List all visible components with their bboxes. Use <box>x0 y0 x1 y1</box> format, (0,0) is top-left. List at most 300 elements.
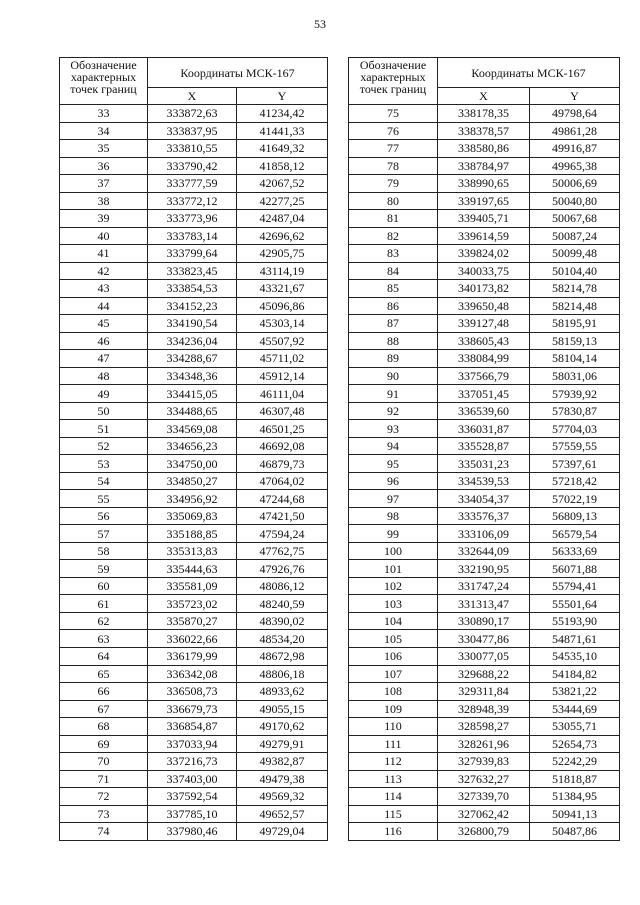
y-coordinate-cell: 48390,02 <box>237 612 328 630</box>
table-row <box>349 823 620 841</box>
point-number-cell: 63 <box>60 630 148 648</box>
y-coordinate-cell: 50941,13 <box>530 805 620 823</box>
x-coordinate-cell: 333783,14 <box>148 227 237 245</box>
table-row <box>60 367 328 385</box>
table-row <box>349 700 620 718</box>
page-number: 53 <box>314 17 326 31</box>
point-number-cell: 114 <box>349 788 438 806</box>
table-row <box>60 157 328 175</box>
point-number-cell: 116 <box>349 823 438 841</box>
y-coordinate-cell: 56579,54 <box>530 525 620 543</box>
point-number-cell: 61 <box>60 595 148 613</box>
point-number-cell: 42 <box>60 262 148 280</box>
table-row <box>60 788 328 806</box>
x-coordinate-cell: 338784,97 <box>438 157 530 175</box>
table-row <box>349 297 620 315</box>
x-coordinate-cell: 338605,43 <box>438 332 530 350</box>
x-coordinate-cell: 334054,37 <box>438 490 530 508</box>
coordinates-table-left <box>59 57 328 841</box>
point-number-cell: 102 <box>349 577 438 595</box>
y-coordinate-cell: 48933,62 <box>237 683 328 701</box>
x-coordinate-cell: 330890,17 <box>438 612 530 630</box>
x-coordinate-cell: 337980,46 <box>148 823 237 841</box>
x-coordinate-cell: 327939,83 <box>438 753 530 771</box>
table-row <box>60 315 328 333</box>
x-coordinate-cell: 334415,05 <box>148 385 237 403</box>
y-coordinate-cell: 57022,19 <box>530 490 620 508</box>
point-number-cell: 85 <box>349 280 438 298</box>
table-row <box>349 227 620 245</box>
x-coordinate-cell: 332190,95 <box>438 560 530 578</box>
table-row <box>349 157 620 175</box>
table-row <box>349 630 620 648</box>
table-row <box>349 665 620 683</box>
x-coordinate-cell: 333810,55 <box>148 140 237 158</box>
point-number-cell: 37 <box>60 175 148 193</box>
table-row <box>349 420 620 438</box>
point-number-cell: 89 <box>349 350 438 368</box>
y-coordinate-cell: 42696,62 <box>237 227 328 245</box>
x-coordinate-cell: 336539,60 <box>438 402 530 420</box>
table-row <box>60 402 328 420</box>
table-row <box>349 245 620 263</box>
point-number-cell: 56 <box>60 507 148 525</box>
table-row <box>60 683 328 701</box>
y-coordinate-cell: 47926,76 <box>237 560 328 578</box>
point-number-cell: 53 <box>60 455 148 473</box>
point-number-cell: 41 <box>60 245 148 263</box>
x-coordinate-cell: 334850,27 <box>148 472 237 490</box>
point-number-cell: 105 <box>349 630 438 648</box>
y-coordinate-cell: 48534,20 <box>237 630 328 648</box>
point-number-cell: 91 <box>349 385 438 403</box>
table-row <box>349 332 620 350</box>
table-row <box>60 542 328 560</box>
point-number-cell: 101 <box>349 560 438 578</box>
y-coordinate-cell: 50087,24 <box>530 227 620 245</box>
y-coordinate-cell: 57704,03 <box>530 420 620 438</box>
table-row <box>349 525 620 543</box>
y-coordinate-cell: 49729,04 <box>237 823 328 841</box>
x-coordinate-cell: 333823,45 <box>148 262 237 280</box>
x-coordinate-cell: 339197,65 <box>438 192 530 210</box>
table-row <box>349 735 620 753</box>
x-coordinate-cell: 333790,42 <box>148 157 237 175</box>
x-coordinate-cell: 340173,82 <box>438 280 530 298</box>
table-row <box>349 507 620 525</box>
point-number-cell: 86 <box>349 297 438 315</box>
table-row <box>60 770 328 788</box>
point-number-cell: 113 <box>349 770 438 788</box>
y-coordinate-cell: 43114,19 <box>237 262 328 280</box>
point-number-cell: 99 <box>349 525 438 543</box>
x-coordinate-cell: 333773,96 <box>148 210 237 228</box>
x-coordinate-cell: 336022,66 <box>148 630 237 648</box>
table-row <box>349 402 620 420</box>
table-row <box>349 385 620 403</box>
point-number-cell: 100 <box>349 542 438 560</box>
x-coordinate-cell: 333772,12 <box>148 192 237 210</box>
y-coordinate-cell: 50067,68 <box>530 210 620 228</box>
y-coordinate-cell: 52654,73 <box>530 735 620 753</box>
table-row <box>349 280 620 298</box>
point-number-cell: 35 <box>60 140 148 158</box>
table-row <box>60 437 328 455</box>
y-coordinate-cell: 46307,48 <box>237 402 328 420</box>
point-number-cell: 104 <box>349 612 438 630</box>
table-row <box>349 350 620 368</box>
point-number-cell: 72 <box>60 788 148 806</box>
y-coordinate-cell: 48086,12 <box>237 577 328 595</box>
table-row <box>349 455 620 473</box>
table-row <box>349 612 620 630</box>
x-coordinate-cell: 327339,70 <box>438 788 530 806</box>
y-coordinate-cell: 47421,50 <box>237 507 328 525</box>
point-number-cell: 36 <box>60 157 148 175</box>
table-row <box>349 753 620 771</box>
x-coordinate-cell: 336179,99 <box>148 647 237 665</box>
table-row <box>349 683 620 701</box>
x-coordinate-cell: 335069,83 <box>148 507 237 525</box>
y-coordinate-cell: 51384,95 <box>530 788 620 806</box>
point-number-cell: 87 <box>349 315 438 333</box>
y-coordinate-cell: 45711,02 <box>237 350 328 368</box>
point-number-cell: 94 <box>349 437 438 455</box>
x-column-header: X <box>148 88 237 105</box>
x-coordinate-cell: 333106,09 <box>438 525 530 543</box>
table-row <box>349 560 620 578</box>
y-coordinate-cell: 58195,91 <box>530 315 620 333</box>
x-column-header: X <box>438 88 530 105</box>
y-coordinate-cell: 58031,06 <box>530 367 620 385</box>
table-row <box>349 367 620 385</box>
x-coordinate-cell: 335528,87 <box>438 437 530 455</box>
x-coordinate-cell: 330477,86 <box>438 630 530 648</box>
table-row <box>349 595 620 613</box>
y-coordinate-cell: 46501,25 <box>237 420 328 438</box>
y-coordinate-cell: 55193,90 <box>530 612 620 630</box>
table-row <box>60 245 328 263</box>
y-coordinate-cell: 57830,87 <box>530 402 620 420</box>
point-number-cell: 111 <box>349 735 438 753</box>
point-number-cell: 83 <box>349 245 438 263</box>
x-coordinate-cell: 333872,63 <box>148 105 237 123</box>
x-coordinate-cell: 332644,09 <box>438 542 530 560</box>
x-coordinate-cell: 337785,10 <box>148 805 237 823</box>
y-coordinate-cell: 57559,55 <box>530 437 620 455</box>
y-coordinate-cell: 50006,69 <box>530 175 620 193</box>
table-row <box>349 472 620 490</box>
table-row <box>60 647 328 665</box>
y-coordinate-cell: 55794,41 <box>530 577 620 595</box>
x-coordinate-cell: 336031,87 <box>438 420 530 438</box>
y-coordinate-cell: 56809,13 <box>530 507 620 525</box>
x-coordinate-cell: 338084,99 <box>438 350 530 368</box>
point-number-cell: 98 <box>349 507 438 525</box>
table-row <box>60 735 328 753</box>
x-coordinate-cell: 328261,96 <box>438 735 530 753</box>
point-number-cell: 40 <box>60 227 148 245</box>
x-coordinate-cell: 338178,35 <box>438 105 530 123</box>
x-coordinate-cell: 335444,63 <box>148 560 237 578</box>
table-row <box>60 210 328 228</box>
y-coordinate-cell: 53821,22 <box>530 683 620 701</box>
table-row <box>349 788 620 806</box>
y-coordinate-cell: 51818,87 <box>530 770 620 788</box>
table-row <box>349 140 620 158</box>
y-coordinate-cell: 41649,32 <box>237 140 328 158</box>
table-row <box>60 718 328 736</box>
table-row <box>60 560 328 578</box>
point-number-cell: 76 <box>349 122 438 140</box>
y-coordinate-cell: 54871,61 <box>530 630 620 648</box>
y-coordinate-cell: 48806,18 <box>237 665 328 683</box>
point-number-cell: 96 <box>349 472 438 490</box>
coordinates-group-header: Координаты МСК-167 <box>438 58 620 88</box>
point-number-cell: 70 <box>60 753 148 771</box>
table-row <box>349 210 620 228</box>
point-number-cell: 80 <box>349 192 438 210</box>
x-coordinate-cell: 338378,57 <box>438 122 530 140</box>
table-row <box>349 805 620 823</box>
table-row <box>349 122 620 140</box>
point-number-cell: 50 <box>60 402 148 420</box>
y-coordinate-cell: 46879,73 <box>237 455 328 473</box>
point-number-cell: 110 <box>349 718 438 736</box>
x-coordinate-cell: 339614,59 <box>438 227 530 245</box>
point-number-cell: 92 <box>349 402 438 420</box>
point-number-cell: 57 <box>60 525 148 543</box>
x-coordinate-cell: 335581,09 <box>148 577 237 595</box>
x-coordinate-cell: 333576,37 <box>438 507 530 525</box>
x-coordinate-cell: 328598,27 <box>438 718 530 736</box>
point-number-cell: 58 <box>60 542 148 560</box>
point-number-cell: 68 <box>60 718 148 736</box>
point-number-cell: 51 <box>60 420 148 438</box>
x-coordinate-cell: 334236,04 <box>148 332 237 350</box>
y-coordinate-cell: 56333,69 <box>530 542 620 560</box>
table-row <box>60 805 328 823</box>
x-coordinate-cell: 336508,73 <box>148 683 237 701</box>
x-coordinate-cell: 337592,54 <box>148 788 237 806</box>
table-row <box>60 507 328 525</box>
y-coordinate-cell: 49652,57 <box>237 805 328 823</box>
y-column-header: Y <box>237 88 328 105</box>
y-coordinate-cell: 54184,82 <box>530 665 620 683</box>
table-row <box>60 122 328 140</box>
x-coordinate-cell: 336342,08 <box>148 665 237 683</box>
table-row <box>60 630 328 648</box>
point-number-cell: 49 <box>60 385 148 403</box>
y-coordinate-cell: 47594,24 <box>237 525 328 543</box>
y-coordinate-cell: 58214,48 <box>530 297 620 315</box>
table-row <box>349 647 620 665</box>
table-row <box>349 192 620 210</box>
y-coordinate-cell: 49569,32 <box>237 788 328 806</box>
point-number-cell: 73 <box>60 805 148 823</box>
point-number-cell: 95 <box>349 455 438 473</box>
table-row <box>60 612 328 630</box>
x-coordinate-cell: 337403,00 <box>148 770 237 788</box>
table-row <box>60 262 328 280</box>
x-coordinate-cell: 334488,65 <box>148 402 237 420</box>
x-coordinate-cell: 334152,23 <box>148 297 237 315</box>
x-coordinate-cell: 339824,02 <box>438 245 530 263</box>
y-coordinate-cell: 41858,12 <box>237 157 328 175</box>
table-row <box>349 175 620 193</box>
y-coordinate-cell: 42067,52 <box>237 175 328 193</box>
point-number-cell: 67 <box>60 700 148 718</box>
x-coordinate-cell: 337033,94 <box>148 735 237 753</box>
x-coordinate-cell: 334956,92 <box>148 490 237 508</box>
y-coordinate-cell: 45096,86 <box>237 297 328 315</box>
point-number-cell: 44 <box>60 297 148 315</box>
x-coordinate-cell: 333799,64 <box>148 245 237 263</box>
x-coordinate-cell: 329688,22 <box>438 665 530 683</box>
y-coordinate-cell: 45507,92 <box>237 332 328 350</box>
y-coordinate-cell: 41234,42 <box>237 105 328 123</box>
point-number-cell: 103 <box>349 595 438 613</box>
x-coordinate-cell: 338580,86 <box>438 140 530 158</box>
y-coordinate-cell: 49916,87 <box>530 140 620 158</box>
table-row <box>60 332 328 350</box>
y-coordinate-cell: 42277,25 <box>237 192 328 210</box>
y-coordinate-cell: 50104,40 <box>530 262 620 280</box>
table-row <box>349 577 620 595</box>
y-coordinate-cell: 47762,75 <box>237 542 328 560</box>
point-number-cell: 39 <box>60 210 148 228</box>
x-coordinate-cell: 338990,65 <box>438 175 530 193</box>
point-number-cell: 48 <box>60 367 148 385</box>
point-number-cell: 77 <box>349 140 438 158</box>
point-number-cell: 64 <box>60 647 148 665</box>
y-coordinate-cell: 49170,62 <box>237 718 328 736</box>
x-coordinate-cell: 335188,85 <box>148 525 237 543</box>
y-coordinate-cell: 49479,38 <box>237 770 328 788</box>
y-coordinate-cell: 49055,15 <box>237 700 328 718</box>
point-number-cell: 59 <box>60 560 148 578</box>
point-number-cell: 79 <box>349 175 438 193</box>
table-row <box>60 420 328 438</box>
table-row <box>60 490 328 508</box>
table-row <box>60 297 328 315</box>
y-coordinate-cell: 46111,04 <box>237 385 328 403</box>
table-row <box>60 227 328 245</box>
x-coordinate-cell: 334569,08 <box>148 420 237 438</box>
x-coordinate-cell: 335870,27 <box>148 612 237 630</box>
y-coordinate-cell: 41441,33 <box>237 122 328 140</box>
x-coordinate-cell: 333837,95 <box>148 122 237 140</box>
y-coordinate-cell: 45303,14 <box>237 315 328 333</box>
point-number-cell: 52 <box>60 437 148 455</box>
y-coordinate-cell: 49965,38 <box>530 157 620 175</box>
y-coordinate-cell: 53055,71 <box>530 718 620 736</box>
y-coordinate-cell: 50040,80 <box>530 192 620 210</box>
point-number-cell: 97 <box>349 490 438 508</box>
table-row <box>349 105 620 123</box>
x-coordinate-cell: 335031,23 <box>438 455 530 473</box>
table-row <box>349 542 620 560</box>
x-coordinate-cell: 333854,53 <box>148 280 237 298</box>
point-number-cell: 45 <box>60 315 148 333</box>
x-coordinate-cell: 340033,75 <box>438 262 530 280</box>
x-coordinate-cell: 336854,87 <box>148 718 237 736</box>
y-coordinate-cell: 43321,67 <box>237 280 328 298</box>
y-coordinate-cell: 57218,42 <box>530 472 620 490</box>
x-coordinate-cell: 328948,39 <box>438 700 530 718</box>
x-coordinate-cell: 337566,79 <box>438 367 530 385</box>
table-row <box>60 665 328 683</box>
x-coordinate-cell: 335313,83 <box>148 542 237 560</box>
point-number-cell: 71 <box>60 770 148 788</box>
point-column-header: Обозначение характерных точек границ <box>349 58 438 105</box>
y-coordinate-cell: 58214,78 <box>530 280 620 298</box>
point-number-cell: 74 <box>60 823 148 841</box>
y-coordinate-cell: 58159,13 <box>530 332 620 350</box>
x-coordinate-cell: 330077,05 <box>438 647 530 665</box>
table-row <box>60 525 328 543</box>
table-row <box>60 753 328 771</box>
point-number-cell: 62 <box>60 612 148 630</box>
table-row <box>60 280 328 298</box>
y-coordinate-cell: 54535,10 <box>530 647 620 665</box>
y-coordinate-cell: 48240,59 <box>237 595 328 613</box>
y-coordinate-cell: 46692,08 <box>237 437 328 455</box>
x-coordinate-cell: 339405,71 <box>438 210 530 228</box>
y-coordinate-cell: 57397,61 <box>530 455 620 473</box>
x-coordinate-cell: 335723,02 <box>148 595 237 613</box>
table-row <box>349 770 620 788</box>
point-number-cell: 93 <box>349 420 438 438</box>
point-number-cell: 108 <box>349 683 438 701</box>
table-row <box>60 455 328 473</box>
point-number-cell: 66 <box>60 683 148 701</box>
point-number-cell: 109 <box>349 700 438 718</box>
table-row <box>349 718 620 736</box>
x-coordinate-cell: 339127,48 <box>438 315 530 333</box>
table-row <box>349 262 620 280</box>
x-coordinate-cell: 334656,23 <box>148 437 237 455</box>
table-row <box>349 490 620 508</box>
x-coordinate-cell: 329311,84 <box>438 683 530 701</box>
x-coordinate-cell: 327062,42 <box>438 805 530 823</box>
y-coordinate-cell: 52242,29 <box>530 753 620 771</box>
x-coordinate-cell: 339650,48 <box>438 297 530 315</box>
point-number-cell: 81 <box>349 210 438 228</box>
table-row <box>60 595 328 613</box>
point-number-cell: 107 <box>349 665 438 683</box>
table-row <box>60 192 328 210</box>
y-coordinate-cell: 50099,48 <box>530 245 620 263</box>
point-number-cell: 106 <box>349 647 438 665</box>
point-number-cell: 69 <box>60 735 148 753</box>
table-row <box>60 385 328 403</box>
y-coordinate-cell: 45912,14 <box>237 367 328 385</box>
x-coordinate-cell: 326800,79 <box>438 823 530 841</box>
x-coordinate-cell: 337216,73 <box>148 753 237 771</box>
y-coordinate-cell: 48672,98 <box>237 647 328 665</box>
y-column-header: Y <box>530 88 620 105</box>
x-coordinate-cell: 333777,59 <box>148 175 237 193</box>
point-number-cell: 38 <box>60 192 148 210</box>
point-number-cell: 112 <box>349 753 438 771</box>
y-coordinate-cell: 49279,91 <box>237 735 328 753</box>
table-row <box>60 175 328 193</box>
x-coordinate-cell: 331747,24 <box>438 577 530 595</box>
table-row <box>60 700 328 718</box>
y-coordinate-cell: 42905,75 <box>237 245 328 263</box>
y-coordinate-cell: 47244,68 <box>237 490 328 508</box>
